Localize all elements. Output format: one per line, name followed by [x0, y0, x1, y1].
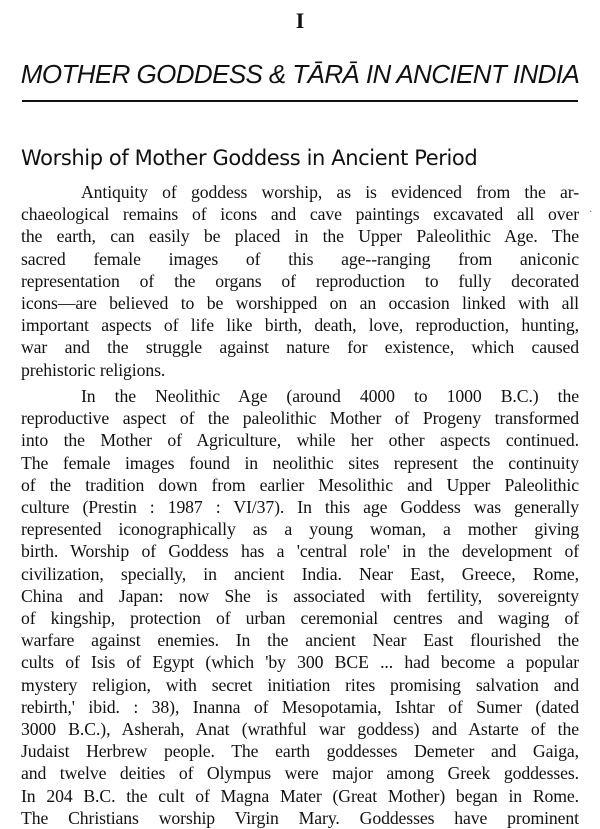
text-line: mystery religion, with secret initiation rites promising salvation and	[21, 674, 579, 695]
text-line: Antiquity of goddess worship, as is evidenced from the ar-	[81, 182, 579, 202]
text-line: reproductive aspect of the paleolithic Mother of Progeny transformed	[21, 408, 579, 429]
text-line: the earth, can easily be placed in the Upper Paleolithic Age. The	[21, 226, 579, 247]
text-line: rebirth,' ibid. : 38), Inanna of Mesopotamia, Ishtar of Sumer (dated	[21, 696, 579, 717]
text-line: cults of Isis of Egypt (which 'by 300 BCE ... had become a popular	[21, 652, 579, 673]
text-line: Judaist Herbrew people. The earth goddesses Demeter and Gaiga,	[21, 741, 579, 762]
text-line: warfare against enemies. In the ancient Near East flourished the	[21, 630, 579, 651]
section-heading: Worship of Mother Goddess in Ancient Period	[21, 146, 478, 170]
text-line: of kingship, protection of urban ceremonial centres and waging of	[21, 608, 579, 629]
text-line: In the Neolithic Age (around 4000 to 1000 B.C.) the	[81, 386, 579, 406]
text-line: prehistoric religions.	[21, 359, 166, 380]
text-line: China and Japan: now She is associated with fertility, sovereignty	[21, 585, 579, 606]
text-line: In 204 B.C. the cult of Magna Mater (Great Mother) began in Rome.	[21, 785, 579, 806]
text-line: 3000 B.C.), Asherah, Anat (wrathful war goddess) and Astarte of the	[21, 719, 579, 740]
text-line: birth. Worship of Goddess has a 'central role' in the development of	[21, 541, 579, 562]
text-line: icons—are believed to be worshipped on an occasion linked with all	[21, 293, 579, 314]
text-line: of the tradition down from earlier Mesolithic and Upper Paleolithic	[21, 474, 579, 495]
text-line: war and the struggle against nature for existence, which caused	[21, 337, 579, 358]
paragraph-2	[21, 385, 579, 829]
text-line: civilization, specially, in ancient India. Near East, Greece, Rome,	[21, 563, 579, 584]
text-line: representation of the organs of reproduction to fully decorated	[21, 270, 579, 291]
text-line: chaeological remains of icons and cave paintings excavated all over	[21, 204, 579, 225]
paragraph-1	[21, 181, 579, 381]
text-line: represented iconographically as a young woman, a mother giving	[21, 519, 579, 540]
scan-speck: ·	[589, 207, 593, 218]
text-line: and twelve deities of Olympus were major among Greek goddesses.	[21, 763, 579, 784]
text-line: important aspects of life like birth, death, love, reproduction, hunting,	[21, 315, 579, 336]
title-rule	[22, 100, 578, 102]
text-line: The Christians worship Virgin Mary. Goddesses have prominent	[21, 807, 579, 828]
text-line: culture (Prestin : 1987 : VI/37). In this age Goddess was generally	[21, 497, 579, 518]
text-line: The female images found in neolithic sites represent the continuity	[21, 452, 579, 473]
text-line: into the Mother of Agriculture, while her other aspects continued.	[21, 430, 579, 451]
text-line: sacred female images of this age--ranging from aniconic	[21, 248, 579, 269]
chapter-number: I	[295, 8, 305, 33]
chapter-title: MOTHER GODDESS & TĀRĀ IN ANCIENT INDIA	[20, 59, 580, 89]
